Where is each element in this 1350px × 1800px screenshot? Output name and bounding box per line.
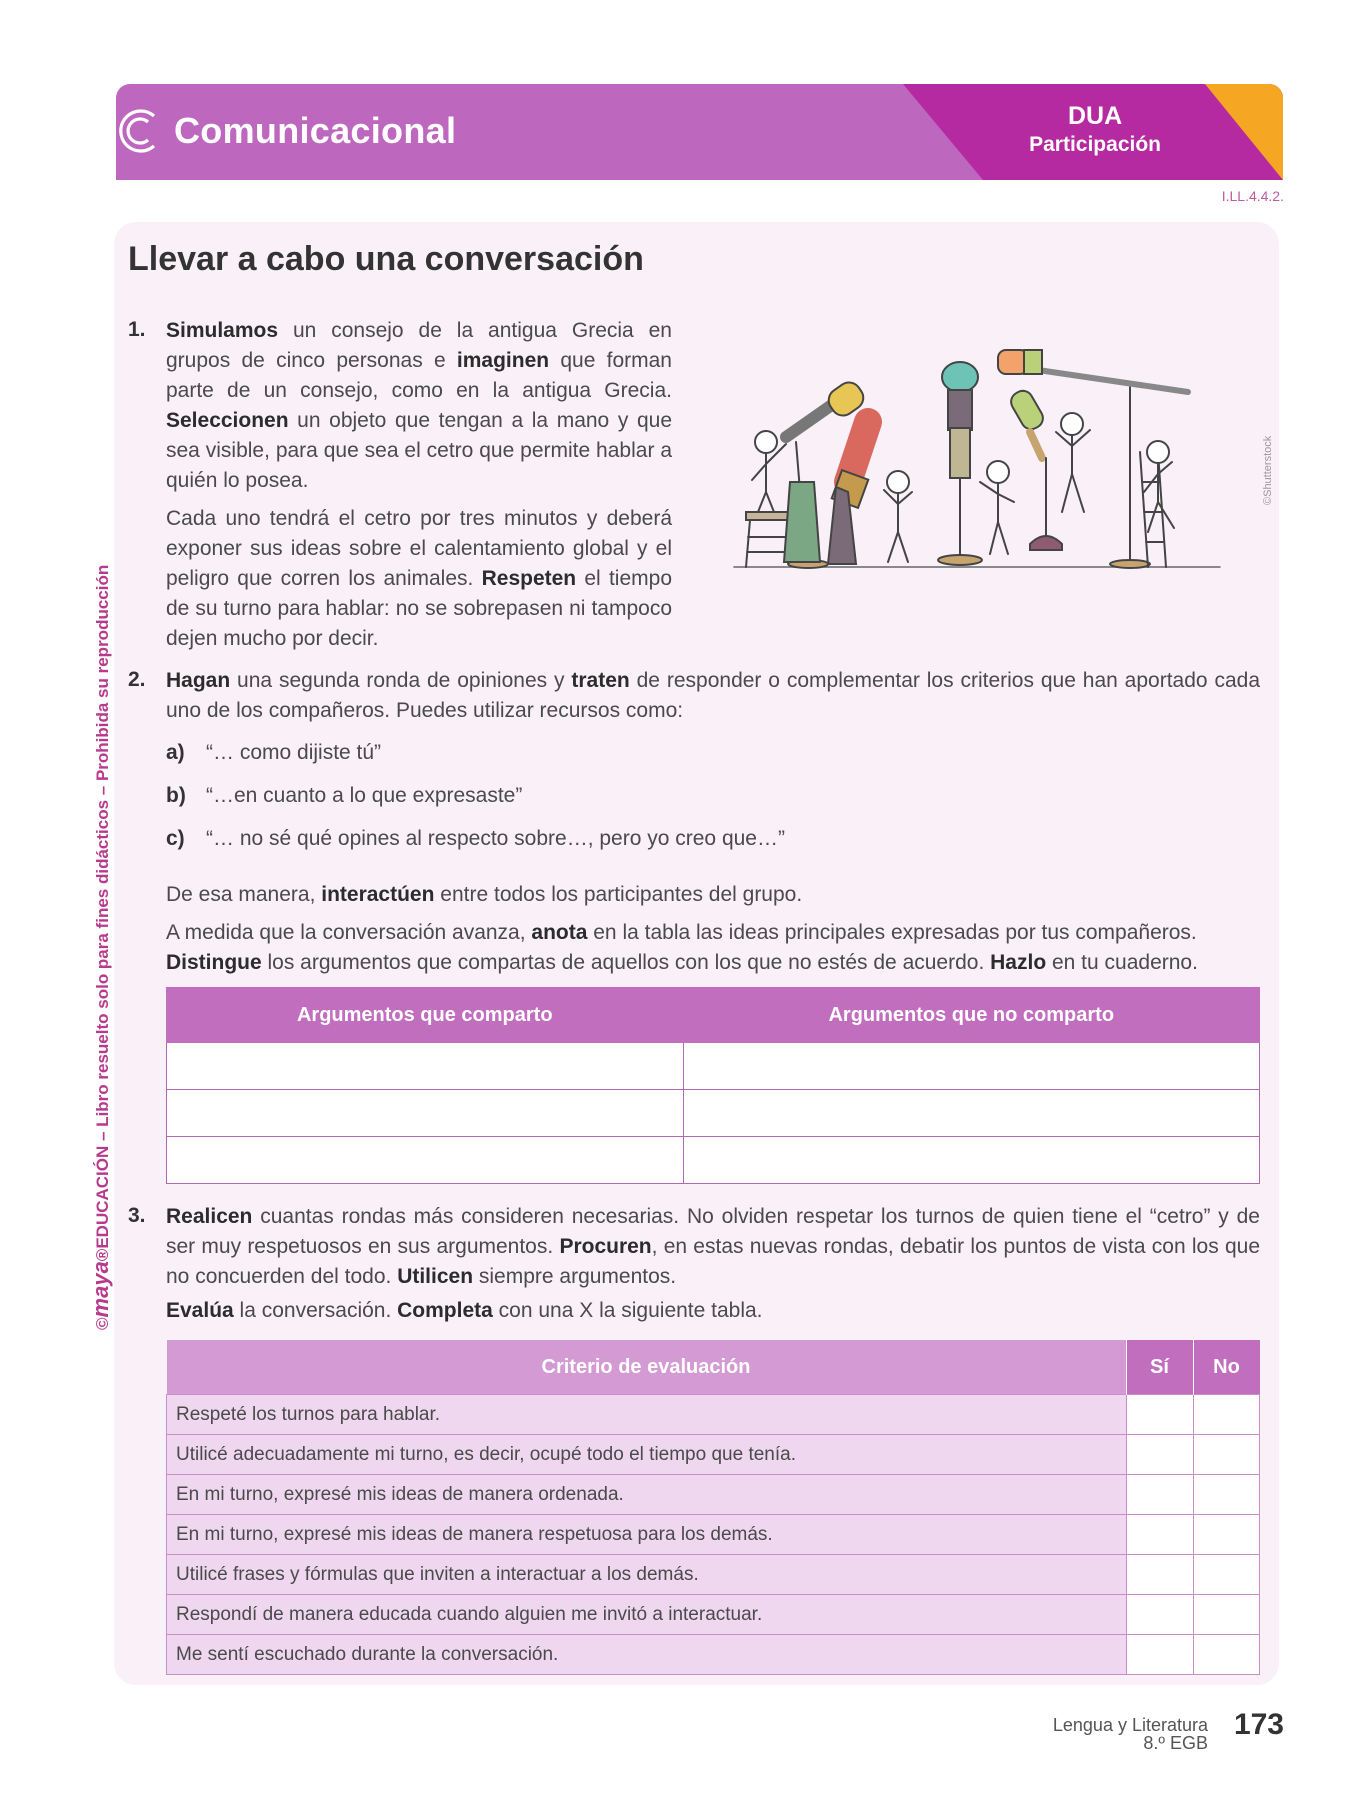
- criterion-text: Utilicé adecuadamente mi turno, es decir, ocupé todo el tiempo que tenía.: [167, 1435, 1127, 1475]
- table-row: [167, 1515, 1260, 1555]
- microphones-illustration: [728, 332, 1226, 577]
- no-header: No: [1193, 1340, 1260, 1395]
- q2-line-2: A medida que la conversación avanza, anota en la tabla las ideas principales expresadas por tus compañeros.: [166, 921, 1197, 944]
- question-number: 3.: [128, 1204, 146, 1227]
- copyright-text: ®EDUCACIÓN – Libro resuelto solo para fines didácticos – Prohibida su reproducción: [93, 564, 112, 1262]
- footer-subject: Lengua y Literatura 8.º EGB: [1052, 1715, 1208, 1753]
- yes-header: Sí: [1126, 1340, 1193, 1395]
- criterion-text: En mi turno, expresé mis ideas de manera respetuosa para los demás.: [167, 1515, 1127, 1555]
- yes-check-cell[interactable]: [1126, 1555, 1193, 1595]
- brand-name: maya: [88, 1261, 113, 1318]
- question-number: 2.: [128, 668, 146, 691]
- page-footer: [1052, 1708, 1284, 1753]
- yes-check-cell[interactable]: [1126, 1395, 1193, 1435]
- no-check-cell[interactable]: [1193, 1515, 1260, 1555]
- table-row: [167, 1137, 1260, 1184]
- table-row: [167, 1435, 1260, 1475]
- no-check-cell[interactable]: [1193, 1635, 1260, 1675]
- arguments-agree-header: Argumentos que comparto: [167, 988, 684, 1043]
- answer-cell[interactable]: [683, 1090, 1259, 1137]
- indicator-code: I.LL.4.4.2.: [1221, 188, 1284, 204]
- page-title: Llevar a cabo una conversación: [128, 240, 644, 278]
- q3-paragraph: Realicen cuantas rondas más consideren necesarias. No olviden respetar los turnos de quien tiene el “cetro” y de ser muy respetuosos en sus argumentos. Procuren, en estas nuevas rondas, debatir los puntos de vista con los que no concuerden del todo. Utilicen siempre argumentos.: [166, 1205, 1260, 1288]
- q3-instruction: Evalúa la conversación. Completa con una X la siguiente tabla.: [166, 1299, 763, 1322]
- criterion-text: Respondí de manera educada cuando alguien me invitó a interactuar.: [167, 1595, 1127, 1635]
- answer-cell[interactable]: [683, 1137, 1259, 1184]
- q2-line-3: Distingue los argumentos que compartas de aquellos con los que no estés de acuerdo. Hazlo en tu cuaderno.: [166, 951, 1198, 974]
- answer-cell[interactable]: [167, 1043, 684, 1090]
- page-number: 173: [1233, 1708, 1284, 1741]
- criterion-text: Respeté los turnos para hablar.: [167, 1395, 1127, 1435]
- option-b: b) “…en cuanto a lo que expresaste”: [166, 784, 523, 807]
- no-check-cell[interactable]: [1193, 1475, 1260, 1515]
- table-row: [167, 1595, 1260, 1635]
- answer-cell[interactable]: [167, 1137, 684, 1184]
- section-header-title: Comunicacional: [174, 110, 457, 151]
- arguments-disagree-header: Argumentos que no comparto: [683, 988, 1259, 1043]
- dua-subtitle: Participación: [1029, 133, 1161, 156]
- yes-check-cell[interactable]: [1126, 1635, 1193, 1675]
- dua-label: [1029, 102, 1161, 157]
- option-c: c) “… no sé qué opines al respecto sobre…, pero yo creo que…”: [166, 827, 785, 850]
- no-check-cell[interactable]: [1193, 1595, 1260, 1635]
- q2-paragraph: Hagan una segunda ronda de opiniones y traten de responder o complementar los criterios que han aportado cada uno de los compañeros. Puedes utilizar recursos como:: [166, 669, 1260, 722]
- answer-cell[interactable]: [167, 1090, 684, 1137]
- no-check-cell[interactable]: [1193, 1395, 1260, 1435]
- yes-check-cell[interactable]: [1126, 1475, 1193, 1515]
- yes-check-cell[interactable]: [1126, 1515, 1193, 1555]
- dua-title: DUA: [1067, 102, 1123, 130]
- no-check-cell[interactable]: [1193, 1555, 1260, 1595]
- answer-cell[interactable]: [683, 1043, 1259, 1090]
- yes-check-cell[interactable]: [1126, 1595, 1193, 1635]
- table-row: [167, 1090, 1260, 1137]
- question-number: 1.: [128, 318, 146, 341]
- criteria-header: Criterio de evaluación: [167, 1340, 1127, 1395]
- criterion-text: Me sentí escuchado durante la conversación.: [167, 1635, 1127, 1675]
- criterion-text: Utilicé frases y fórmulas que inviten a interactuar a los demás.: [167, 1555, 1127, 1595]
- option-a: a) “… como dijiste tú”: [166, 741, 382, 764]
- copyright-symbol: ©: [93, 1317, 112, 1330]
- criterion-text: En mi turno, expresé mis ideas de manera ordenada.: [167, 1475, 1127, 1515]
- no-check-cell[interactable]: [1193, 1435, 1260, 1475]
- table-row: [167, 1395, 1260, 1435]
- table-row: [167, 1555, 1260, 1595]
- arguments-table: [166, 987, 1260, 1184]
- comunicacional-logo-icon: [116, 106, 162, 156]
- q1-paragraph-1: Simulamos un consejo de la antigua Grecia en grupos de cinco personas e imaginen que forman parte de un consejo, como en la antigua Grecia. Seleccionen un objeto que tengan a la mano y que sea visible, para que sea el cetro que permite hablar a quién lo posea.: [166, 319, 672, 492]
- table-row: [167, 1043, 1260, 1090]
- yes-check-cell[interactable]: [1126, 1435, 1193, 1475]
- q1-paragraph-2: Cada uno tendrá el cetro por tres minutos y deberá exponer sus ideas sobre el calentamiento global y el peligro que corren los animales. Respeten el tiempo de su turno para hablar: no se sobrepasen ni tampoco dejen mucho por decir.: [166, 507, 673, 650]
- side-copyright: [88, 565, 114, 1330]
- illustration-credit: ©Shutterstock: [1262, 435, 1274, 505]
- q2-line-1: De esa manera, interactúen entre todos los participantes del grupo.: [166, 883, 803, 906]
- evaluation-table: [166, 1340, 1260, 1675]
- table-row: [167, 1635, 1260, 1675]
- table-row: [167, 1475, 1260, 1515]
- section-header: [116, 84, 1283, 180]
